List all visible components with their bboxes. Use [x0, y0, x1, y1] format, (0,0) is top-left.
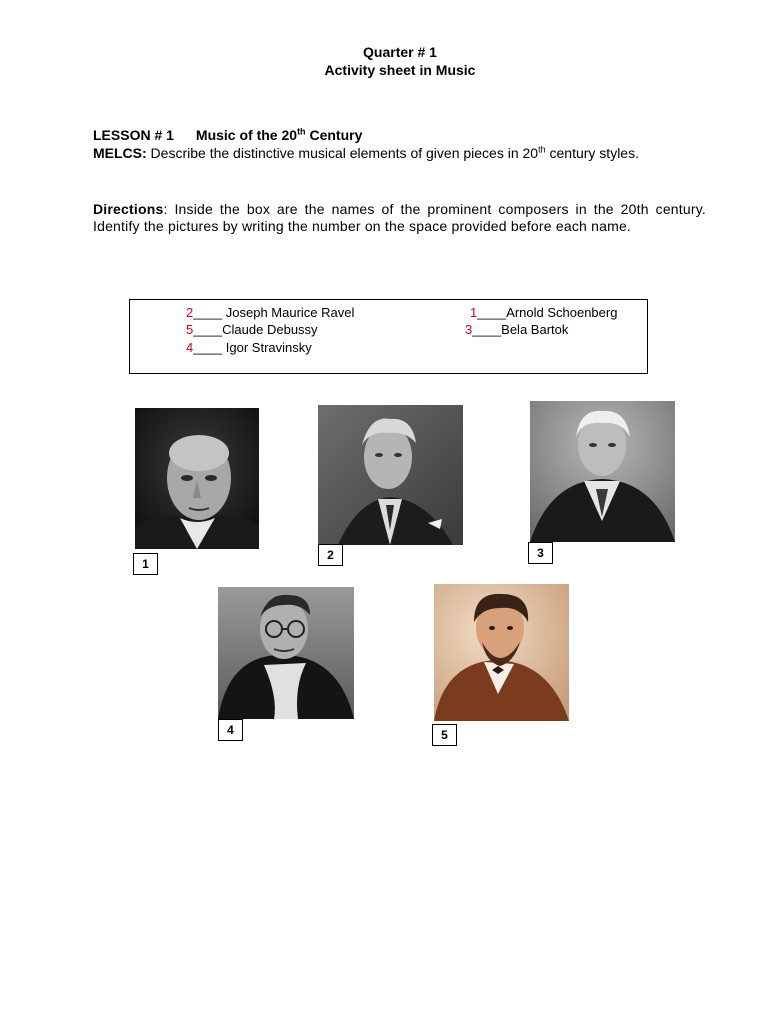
answer-number: 3	[465, 322, 473, 337]
composer-name: Bela Bartok	[501, 322, 569, 337]
photo-label-1: 1	[133, 553, 158, 575]
answer-number: 4	[186, 340, 194, 355]
composer-name: Igor Stravinsky	[222, 340, 312, 355]
answer-blank: ____	[193, 305, 223, 320]
directions-text: : Inside the box are the names of the prominent composers in the 20th century. Identify the pictures by writing the number on the space provided before each name.	[93, 201, 706, 234]
quarter-heading: Quarter # 1	[363, 44, 437, 60]
directions-label: Directions	[93, 201, 164, 217]
answer-number: 1	[470, 305, 478, 320]
composer-photo-1	[135, 408, 259, 549]
melcs-line	[93, 145, 639, 161]
lesson-title: Music of the 20th Century	[195, 126, 363, 143]
answer-entry-bartok[interactable]	[465, 322, 568, 337]
melcs-text: Describe the distinctive musical elements of given pieces in 20th century styles.	[146, 144, 639, 161]
lesson-line	[93, 127, 362, 143]
answer-box	[129, 299, 648, 374]
composer-photo-2	[318, 405, 463, 545]
answer-blank: ____	[472, 322, 502, 337]
composer-photo-4	[218, 587, 354, 719]
photo-label-4: 4	[218, 719, 243, 741]
answer-blank: ____	[193, 322, 223, 337]
composer-photo-3	[530, 401, 675, 542]
answer-entry-debussy[interactable]	[186, 322, 318, 337]
answer-entry-ravel[interactable]	[186, 305, 354, 320]
answer-entry-schoenberg[interactable]	[470, 305, 617, 320]
photo-label-2: 2	[318, 544, 343, 566]
composer-photo-5	[434, 584, 569, 721]
composer-name: Arnold Schoenberg	[506, 305, 618, 320]
directions-paragraph	[93, 201, 706, 235]
answer-blank: ____	[193, 340, 223, 355]
composer-name: Joseph Maurice Ravel	[222, 305, 355, 320]
lesson-label: LESSON # 1	[93, 127, 174, 143]
melcs-label: MELCS:	[93, 145, 147, 161]
photo-label-3: 3	[528, 542, 553, 564]
answer-number: 5	[186, 322, 194, 337]
composer-name: Claude Debussy	[222, 322, 318, 337]
answer-entry-stravinsky[interactable]	[186, 340, 312, 355]
answer-blank: ____	[477, 305, 507, 320]
activity-sheet-heading: Activity sheet in Music	[324, 62, 476, 78]
answer-number: 2	[186, 305, 194, 320]
photo-label-5: 5	[432, 724, 457, 746]
